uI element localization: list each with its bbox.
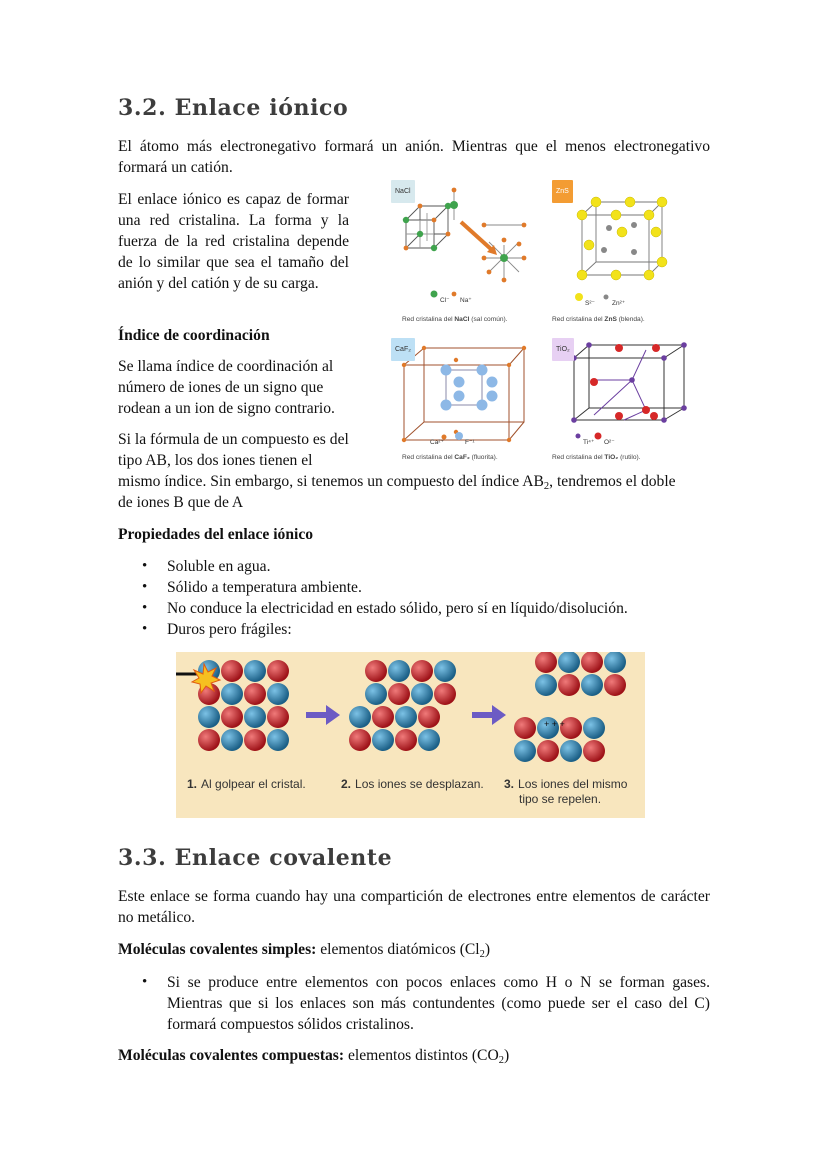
intro-paragraph: El átomo más electronegativo formará un anión. Mientras que el menos electronegativo formará un catión. <box>118 138 710 176</box>
section-title: Enlace iónico <box>174 95 349 121</box>
anion-sphere <box>560 740 582 762</box>
cation-sphere <box>604 674 626 696</box>
zns-tag: ZnS <box>552 180 573 203</box>
cation-sphere <box>558 674 580 696</box>
nacl-lattice <box>406 190 524 280</box>
list-item: • Sólido a temperatura ambiente. <box>118 577 718 598</box>
cation-sphere <box>244 683 266 705</box>
nacl-legend-cl: Cl⁻ <box>440 297 450 304</box>
simple-molecules-line: Moléculas covalentes simples: elementos diatómicos $(Cl_2)$ <box>118 941 491 960</box>
caf2-ions <box>402 346 526 442</box>
anion-sphere <box>244 660 266 682</box>
formula-paragraph-end: de iones B que de A <box>118 494 244 511</box>
nacl-caption: Red cristalina del NaCl (sal común). <box>402 316 508 323</box>
anion-sphere <box>604 652 626 673</box>
cation-sphere <box>244 729 266 751</box>
cation-sphere <box>349 729 371 751</box>
cation-sphere <box>221 660 243 682</box>
list-item: • No conduce la electricidad en estado sólido, pero sí en líquido/disolución. <box>118 598 718 619</box>
cation-sphere <box>365 660 387 682</box>
coordination-index-heading: Índice de coordinación <box>118 327 270 344</box>
cation-sphere <box>267 660 289 682</box>
caf2-tag: CaF₂ <box>391 338 415 361</box>
section-title: Enlace covalente <box>174 845 393 871</box>
section-3-2-heading <box>118 95 349 121</box>
subscript: 2 <box>543 481 550 492</box>
list-item: • Duros pero frágiles: <box>118 619 718 640</box>
step-3-label: 3. Los iones del mismo tipo se repelen. <box>504 777 628 806</box>
anion-sphere <box>535 674 557 696</box>
anion-sphere <box>581 674 603 696</box>
nacl-tag: NaCl <box>391 180 415 203</box>
coordination-index-definition: Se llama índice de coordinación al número de iones de un signo que rodean a un ion de signo contrario. <box>118 358 335 417</box>
formula-text-end: , tendremos el doble <box>549 473 676 490</box>
cation-sphere <box>537 740 559 762</box>
cation-sphere <box>198 729 220 751</box>
formula-paragraph-start: Si la fórmula de un compuesto es del tipo AB, los dos iones tienen el <box>118 431 349 469</box>
formula-paragraph-continued <box>118 471 718 492</box>
anion-sphere <box>365 683 387 705</box>
section-number: 3.3. <box>118 845 167 871</box>
step-1-label: 1. Al golpear el cristal. <box>187 777 306 791</box>
cation-sphere <box>411 660 433 682</box>
tio2-caption: Red cristalina del TiO₂ (rutilo). <box>552 454 641 461</box>
arrow-icon <box>461 222 492 250</box>
cation-sphere <box>581 652 603 673</box>
anion-sphere <box>514 740 536 762</box>
repel-signs <box>544 719 565 729</box>
tio2-legend-o: O²⁻ <box>604 439 615 446</box>
properties-list <box>118 556 718 640</box>
anion-sphere <box>221 683 243 705</box>
anion-sphere <box>583 717 605 739</box>
ion-spheres <box>198 652 626 762</box>
tio2-legend-ti: Ti⁴⁺ <box>583 439 595 446</box>
cation-sphere <box>514 717 536 739</box>
anion-sphere <box>267 729 289 751</box>
anion-sphere <box>558 652 580 673</box>
caf2-legend-f: F⁻¹ <box>465 439 475 446</box>
ionic-fragility-figure <box>176 652 645 818</box>
anion-sphere <box>411 683 433 705</box>
cation-sphere <box>267 706 289 728</box>
zns-ions <box>575 197 667 301</box>
anion-sphere <box>372 729 394 751</box>
formula-text: mismo índice. Sin embargo, si tenemos un compuesto del índice AB <box>118 473 544 490</box>
covalent-intro: Este enlace se forma cuando hay una compartición de electrones entre elementos de carácter no metálico. <box>118 888 710 926</box>
cation-sphere <box>372 706 394 728</box>
crystal-lattice-paragraph: El enlace iónico es capaz de formar una red cristalina. La forma y la fuerza de la red cristalina depende de lo similar que sea el tamaño del anión y del catión y de su carga. <box>118 191 349 292</box>
anion-sphere <box>418 729 440 751</box>
anion-sphere <box>434 660 456 682</box>
anion-sphere <box>221 729 243 751</box>
cation-sphere <box>221 706 243 728</box>
cation-sphere <box>388 683 410 705</box>
cation-sphere <box>535 652 557 673</box>
zns-legend-s: S²⁻ <box>585 300 595 307</box>
zns-legend-zn: Zn²⁺ <box>612 300 626 307</box>
caf2-caption: Red cristalina del CaF₂ (fluorita). <box>402 454 498 461</box>
anion-sphere <box>349 706 371 728</box>
right-arrow-icon <box>306 705 340 725</box>
anion-sphere <box>267 683 289 705</box>
anion-sphere <box>388 660 410 682</box>
section-number: 3.2. <box>118 95 167 121</box>
right-arrow-icon <box>472 705 506 725</box>
anion-sphere <box>198 706 220 728</box>
anion-sphere <box>244 706 266 728</box>
tio2-tag: TiO₂ <box>552 338 574 361</box>
simple-molecules-list <box>118 972 710 1035</box>
nacl-legend-na: Na⁺ <box>460 297 472 304</box>
crystal-lattices-figure <box>364 170 710 462</box>
step-2-label: 2. Los iones se desplazan. <box>341 777 484 791</box>
list-item: • Si se produce entre elementos con pocos enlaces como H o N se forman gases. Mientras que si los enlaces son más contundentes (como puede ser el caso del C) formará compuestos sólidos cristalinos. <box>118 972 710 1035</box>
section-3-3-heading <box>118 845 393 871</box>
cation-sphere <box>583 740 605 762</box>
svg-text:+ + +: + + + <box>544 719 565 729</box>
cation-sphere <box>418 706 440 728</box>
compound-molecules-line: Moléculas covalentes compuestas: elementos distintos $(CO_2)$ <box>118 1047 510 1066</box>
caf2-legend-ca: Ca²⁺ <box>430 439 444 446</box>
zns-caption: Red cristalina del ZnS (blenda). <box>552 316 645 323</box>
cation-sphere <box>395 729 417 751</box>
nacl-ions <box>403 188 527 298</box>
cation-sphere <box>434 683 456 705</box>
anion-sphere <box>395 706 417 728</box>
properties-heading: Propiedades del enlace iónico <box>118 526 314 543</box>
list-item: • Soluble en agua. <box>118 556 718 577</box>
